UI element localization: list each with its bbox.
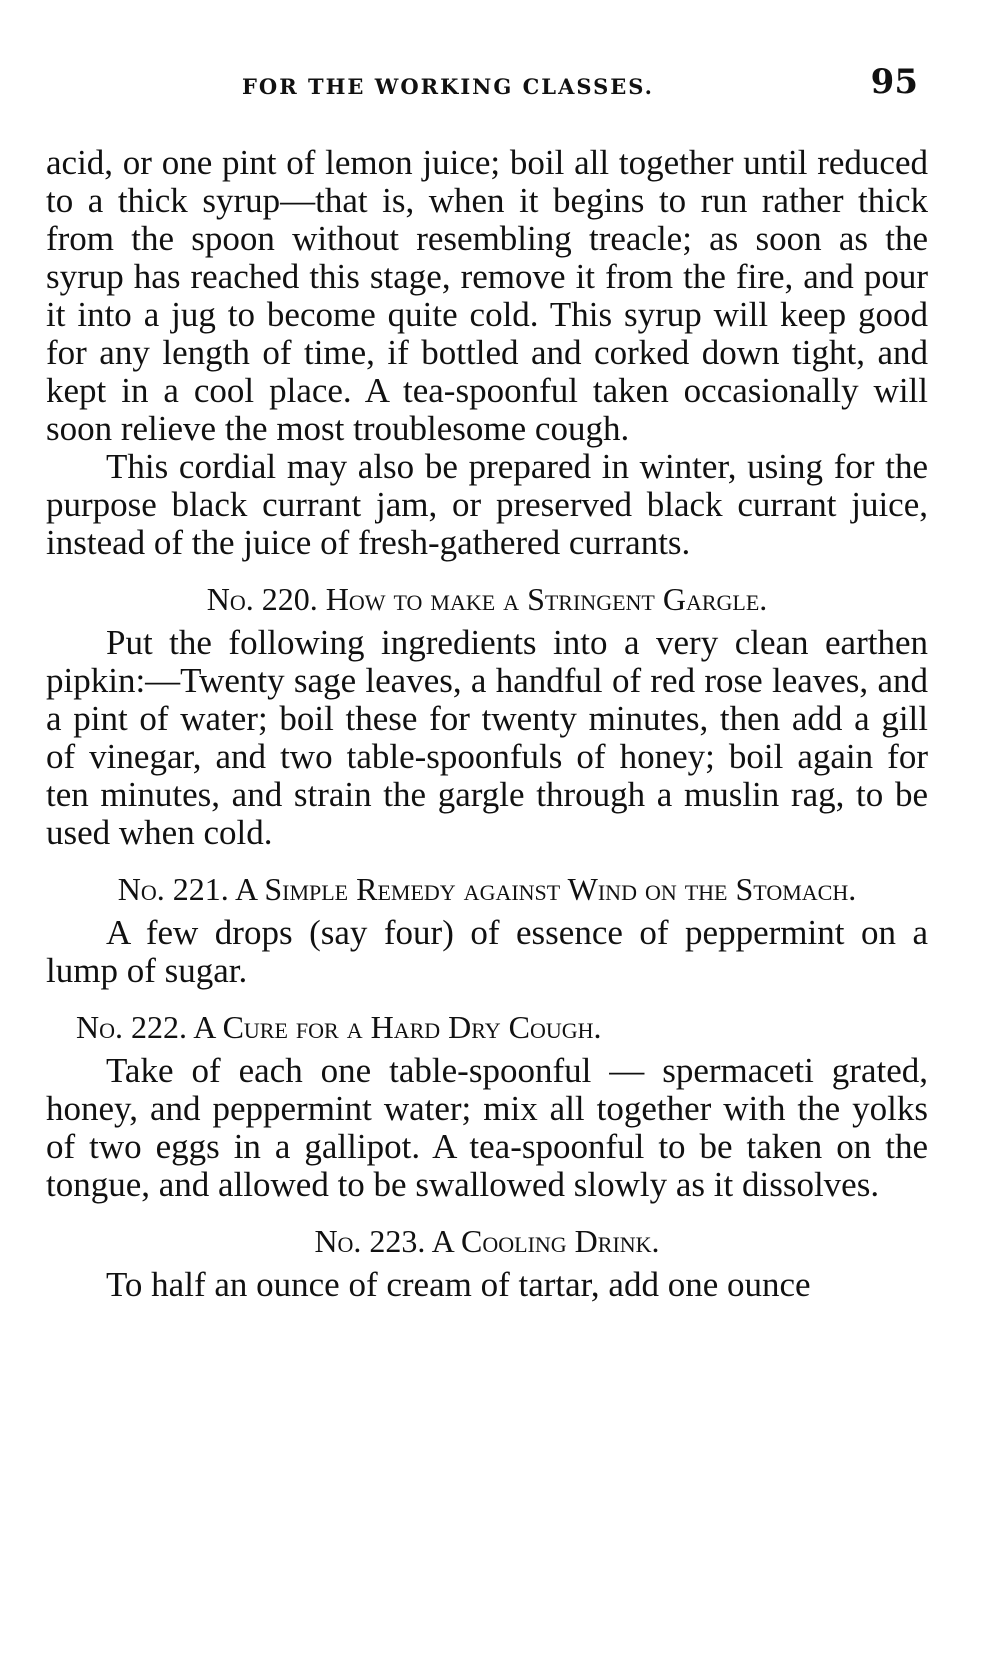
paragraph-cordial-continuation: acid, or one pint of lemon juice; boil all together until reduced to a thick syrup—that is, when it begins to run rather thick from the spoon without resembling treacle; as soon as the syrup has reached this stage, remove it from the fire, and pour it into a jug to become quite cold. This syrup will keep good for any length of time, if bottled and corked down tight, and kept in a cool place. A tea-spoonful taken occasionally will soon relieve the most troublesome cough. xyxy=(46,143,928,448)
running-head xyxy=(46,60,928,120)
recipe-heading-221: No. 221. A Simple Remedy against Wind on the Stomach. xyxy=(117,871,857,907)
recipe-body-223: To half an ounce of cream of tartar, add one ounce xyxy=(106,1265,811,1304)
page-number: 95 xyxy=(870,62,918,102)
recipe-heading-223: No. 223. A Cooling Drink. xyxy=(314,1223,660,1259)
recipe-body-222: Take of each one table-spoonful — spermaceti grated, honey, and peppermint water; mix all together with the yolks of two eggs in a gallipot. A tea-spoonful to be taken on the tongue, and allowed to be swallowed slowly as it dissolves. xyxy=(46,1051,928,1204)
running-title: FOR THE WORKING CLASSES. xyxy=(242,74,654,99)
recipe-body-220: Put the following ingredients into a very clean earthen pipkin:—Twenty sage leaves, a handful of red rose leaves, and a pint of water; boil these for twenty minutes, then add a gill of vinegar, and two table-spoonfuls of honey; boil again for ten minutes, and strain the gargle through a muslin rag, to be used when cold. xyxy=(46,623,928,852)
recipe-heading-222: No. 222. A Cure for a Hard Dry Cough. xyxy=(76,1009,602,1045)
recipe-heading-220: No. 220. How to make a Stringent Gargle. xyxy=(206,581,768,617)
paragraph-winter-variant: This cordial may also be prepared in winter, using for the purpose black currant jam, or preserved black currant juice, instead of the juice of fresh-gathered currants. xyxy=(46,447,928,562)
recipe-body-221: A few drops (say four) of essence of peppermint on a lump of sugar. xyxy=(46,913,928,990)
